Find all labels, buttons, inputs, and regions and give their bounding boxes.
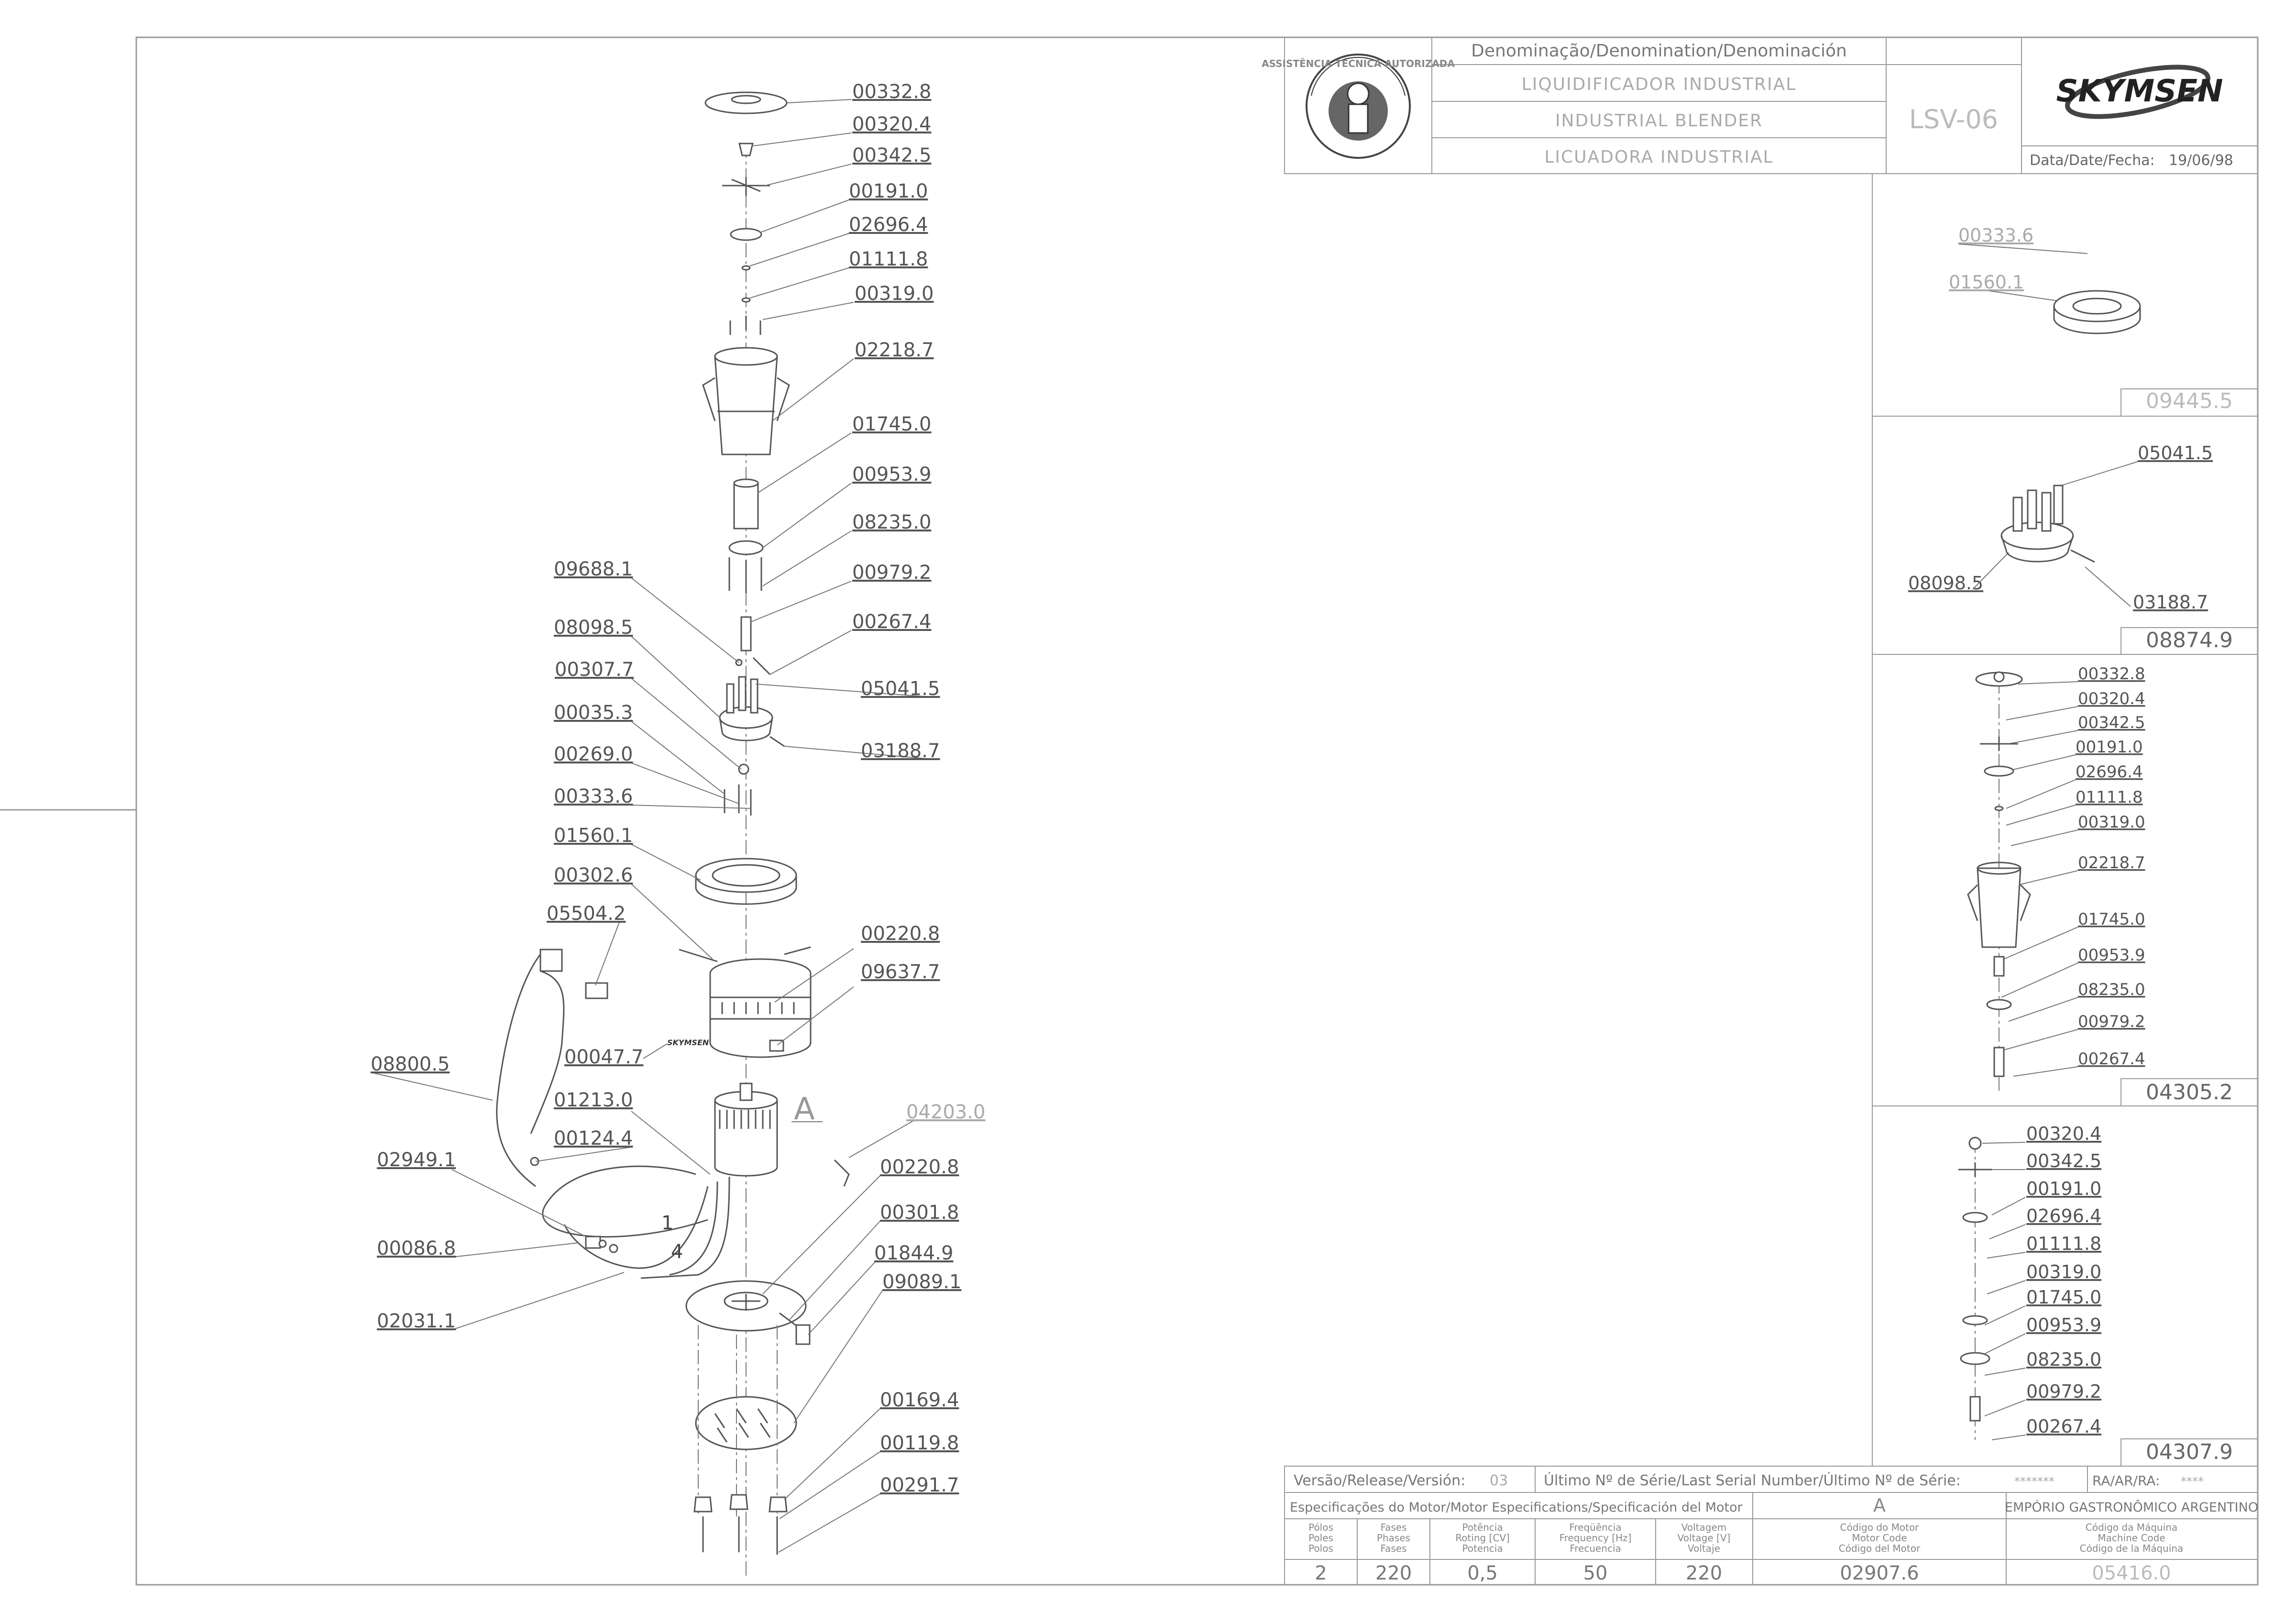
part-label: 00979.2 [852,562,932,584]
part-label: 00291.7 [880,1474,959,1496]
kit3-code: 04305.2 [2146,1080,2233,1105]
kit-08874 [1908,442,2233,652]
seal-text: ASSISTÊNCIA TÉCNICA AUTORIZADA [1262,58,1455,69]
serial-label: Último Nº de Série/Last Serial Number/Último Nº de Série: [1544,1472,1961,1489]
part-label: 01213.0 [554,1089,633,1111]
kit3-label: 00319.0 [2078,813,2145,832]
kit4-label: 00191.0 [2026,1178,2102,1199]
part-label: 00319.0 [855,283,934,305]
part-label: 02031.1 [377,1310,456,1332]
part-label: 02949.1 [377,1149,456,1171]
part-label: 02696.4 [849,214,928,236]
svg-text:Potência: Potência [1462,1522,1503,1533]
brand-name: SKYMSEN [2056,74,2223,109]
date-label: Data/Date/Fecha: [2030,152,2155,169]
kit3-label: 00191.0 [2076,738,2143,757]
version-label: Versão/Release/Versión: [1294,1472,1466,1489]
kit4-label: 08235.0 [2026,1349,2102,1370]
svg-text:Código do Motor: Código do Motor [1840,1522,1919,1533]
part-label: 02218.7 [855,339,934,361]
part-label: 00342.5 [852,144,932,166]
kit3-label: 00332.8 [2078,664,2145,684]
foot [694,1497,712,1512]
svg-text:Frequency [Hz]: Frequency [Hz] [1559,1532,1632,1544]
svg-text:Potencia: Potencia [1462,1543,1503,1554]
frequency-value: 50 [1583,1562,1608,1584]
wiring-harness [543,1166,729,1278]
svg-text:Poles: Poles [1308,1532,1333,1544]
kit2-label-c: 03188.7 [2133,592,2208,613]
kit3-blade [1980,737,2018,751]
part-label: 00220.8 [880,1156,959,1178]
motor-brand-tag: SKYMSEN [667,1038,709,1047]
svg-text:Código de la Máquina: Código de la Máquina [2079,1543,2184,1554]
motor [715,1083,777,1176]
kit-09445 [1949,225,2233,413]
switch [586,1237,600,1248]
kit2-coupling-body [2001,486,2095,562]
svg-text:Fases: Fases [1380,1543,1407,1554]
svg-text:Código da Máquina: Código da Máquina [2085,1522,2178,1533]
kit4-label: 00342.5 [2026,1150,2102,1171]
part-label: 01111.8 [849,248,928,270]
part-label: 00086.8 [377,1237,456,1259]
svg-text:Código del Motor: Código del Motor [1838,1543,1921,1554]
blade [722,177,770,196]
part-label: 00220.8 [861,923,940,945]
power-value: 0,5 [1467,1562,1498,1584]
bottom-plate [696,1397,796,1449]
poles-value: 2 [1315,1562,1327,1584]
kit4-label: 01745.0 [2026,1287,2102,1308]
part-label: 04203.0 [906,1101,986,1123]
kit4-label: 01111.8 [2026,1233,2102,1254]
svg-text:Roting [CV]: Roting [CV] [1455,1532,1510,1544]
part-label: 03188.7 [861,740,940,762]
kit1-code: 09445.5 [2146,389,2233,413]
svg-text:Voltage [V]: Voltage [V] [1677,1532,1731,1544]
machine-code-value: 05416.0 [2092,1562,2171,1584]
skymsen-logo [2056,57,2223,127]
kit4-label: 00979.2 [2026,1381,2102,1402]
part-label: 00119.8 [880,1432,959,1454]
name-en: INDUSTRIAL BLENDER [1555,111,1763,131]
motor-spec-code: A [1873,1495,1886,1516]
kit2-code: 08874.9 [2146,628,2233,652]
part-label: 00047.7 [564,1046,644,1068]
spec-headers [1308,1522,2183,1554]
kit1-label-a: 00333.6 [1958,225,2034,246]
kit3-label: 08235.0 [2078,980,2145,999]
phases-value: 220 [1375,1562,1412,1584]
ra-value: **** [2181,1475,2204,1488]
part-label: 09089.1 [882,1271,962,1293]
kit2-label-a: 05041.5 [2138,442,2213,464]
authorized-service-seal [1307,55,1410,158]
kit4-label: 02696.4 [2026,1205,2102,1226]
version-value: 03 [1490,1472,1508,1489]
wire-1-label: 1 [661,1212,674,1234]
company-name: EMPÓRIO GASTRONÔMICO ARGENTINO [2004,1500,2259,1515]
kit1-label-b: 01560.1 [1949,272,2024,293]
kit3-jar [1977,868,2021,947]
svg-text:Freqüência: Freqüência [1569,1522,1622,1533]
part-label: 00269.0 [554,743,633,765]
kit3-label: 00979.2 [2078,1012,2145,1031]
spec-values [1315,1562,2171,1584]
part-label: 01560.1 [554,825,633,847]
kit4-label: 00953.9 [2026,1315,2102,1336]
part-label: 00301.8 [880,1202,959,1224]
kit3-label: 02218.7 [2078,853,2145,873]
part-label: 09688.1 [554,558,633,580]
cord-label [586,983,607,998]
kit4-label: 00320.4 [2026,1123,2102,1144]
plug [540,950,562,971]
kit3-label: 02696.4 [2076,762,2143,782]
seal-cylinder [734,483,758,529]
ra-label: RA/AR/RA: [2092,1473,2160,1489]
part-label: 00191.0 [849,180,928,202]
part-label: 00320.4 [852,113,932,135]
part-label: 09637.7 [861,961,940,983]
svg-text:Frecuencia: Frecuencia [1570,1543,1621,1554]
title-block [1262,37,2258,174]
part-label: 00267.4 [852,611,932,633]
part-label: 00307.7 [555,659,634,681]
svg-text:Voltaje: Voltaje [1688,1543,1720,1554]
coupling [720,677,784,746]
part-label: 00332.8 [852,81,932,103]
kit2-label-b: 08098.5 [1908,573,1984,594]
jar [715,356,777,454]
power-cord [497,954,540,1186]
motor-spec-reference: A [794,1092,815,1127]
motor-code-value: 02907.6 [1840,1562,1919,1584]
name-pt: LIQUIDIFICADOR INDUSTRIAL [1521,75,1797,94]
kit4-label: 00319.0 [2026,1261,2102,1282]
svg-text:Voltagem: Voltagem [1681,1522,1727,1533]
motor-spec-label: Especificações do Motor/Motor Especifications/Specificación del Motor [1290,1500,1743,1515]
kit4-label: 00267.4 [2026,1416,2102,1437]
kit3-label: 01111.8 [2076,788,2143,807]
svg-text:Phases: Phases [1376,1532,1411,1544]
part-label: 01745.0 [852,413,932,435]
part-labels [371,81,985,1496]
kit3-label: 01745.0 [2078,910,2145,929]
svg-text:Machine Code: Machine Code [2098,1532,2165,1544]
kit3-label: 00953.9 [2078,946,2145,965]
model-code: LSV-06 [1909,104,1999,134]
cap [739,144,753,155]
wire-4-label: 4 [671,1241,683,1263]
denomination-header: Denominação/Denomination/Denominación [1471,41,1847,61]
kit4-code: 04307.9 [2146,1440,2233,1464]
voltage-value: 220 [1685,1562,1723,1584]
part-label: 08235.0 [852,511,932,533]
kit-04305 [1968,664,2233,1105]
shaft [741,617,751,651]
part-label: 00124.4 [554,1127,633,1149]
leader-lines [373,99,937,1552]
part-label: 00953.9 [852,464,932,486]
serial-value: ******* [2014,1475,2054,1488]
svg-text:Fases: Fases [1380,1522,1407,1533]
date-value: 19/06/98 [2169,152,2233,169]
part-label: 00035.3 [554,702,633,724]
part-label: 01844.9 [874,1242,954,1264]
part-label: 08800.5 [371,1053,450,1075]
foot [730,1495,747,1509]
kit1-plate [2054,291,2140,321]
ground-wire [835,1160,849,1186]
main-parts [497,92,849,1555]
part-label: 00302.6 [554,864,633,886]
flange [729,541,763,554]
part-label: 05041.5 [861,678,940,700]
svg-text:Polos: Polos [1308,1543,1333,1554]
svg-text:Pólos: Pólos [1308,1522,1333,1533]
kit-04307 [1958,1123,2233,1464]
kit3-label: 00342.5 [2078,713,2145,732]
disc [731,229,761,240]
part-label: 00169.4 [880,1389,959,1411]
part-label: 00333.6 [554,785,633,807]
capacitor [796,1325,810,1344]
part-label: 08098.5 [554,617,633,639]
svg-text:Motor Code: Motor Code [1852,1532,1907,1544]
kit3-label: 00267.4 [2078,1050,2145,1069]
part-label: 05504.2 [547,903,626,925]
kit3-label: 00320.4 [2078,689,2145,708]
base-cover [686,1281,806,1331]
name-es: LICUADORA INDUSTRIAL [1544,147,1774,167]
drawing-frame [136,37,2258,1585]
